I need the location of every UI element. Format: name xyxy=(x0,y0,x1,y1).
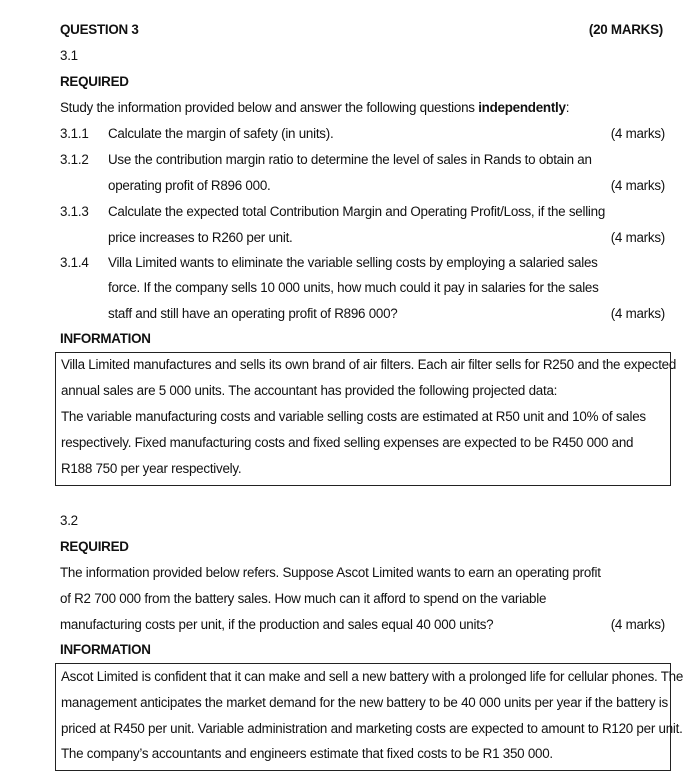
information-line-1: Villa Limited manufactures and sells its own brand of air filters. Each air filter sells for R250 and the expected xyxy=(61,357,677,372)
item-text-3-1-4-line-1: Villa Limited wants to eliminate the variable selling costs by employing a salaried sales xyxy=(108,255,598,270)
instructions xyxy=(60,101,569,114)
information-3-2-line-3: priced at R450 per unit. Variable administration and marketing costs are expected to amount to R120 per unit. xyxy=(61,721,683,736)
instructions-emphasis: independently xyxy=(478,100,566,115)
question-title: QUESTION 3 xyxy=(60,22,139,37)
question-3-2-line-3: manufacturing costs per unit, if the production and sales equal 40 000 units? xyxy=(60,617,494,632)
information-line-4: respectively. Fixed manufacturing costs and fixed selling expenses are expected to be R450 000 and xyxy=(61,435,634,450)
marks-3-2: (4 marks) xyxy=(610,617,665,632)
instructions-text: Study the information provided below and answer the following questions xyxy=(60,100,479,115)
instructions-colon: : xyxy=(565,100,570,115)
item-text-3-1-4-line-2: force. If the company sells 10 000 units, how much could it pay in salaries for the sales xyxy=(108,280,599,295)
item-text-3-1-3-line-2: price increases to R260 per unit. xyxy=(108,230,293,245)
item-marks-3-1-2: (4 marks) xyxy=(610,178,665,193)
information-heading-3-2: INFORMATION xyxy=(60,642,151,657)
item-number-3-1-2: 3.1.2 xyxy=(60,152,89,167)
item-text-3-1-4-line-3: staff and still have an operating profit of R896 000? xyxy=(108,306,398,321)
item-number-3-1-4: 3.1.4 xyxy=(60,255,89,270)
item-number-3-1-3: 3.1.3 xyxy=(60,204,89,219)
section-number: 3.1 xyxy=(60,48,78,63)
item-marks-3-1-3: (4 marks) xyxy=(610,230,665,245)
question-3-2-line-1: The information provided below refers. Suppose Ascot Limited wants to earn an operating profit xyxy=(60,565,601,580)
information-line-3: The variable manufacturing costs and variable selling costs are estimated at R50 unit and 10% of sales xyxy=(61,409,646,424)
information-line-2: annual sales are 5 000 units. The accountant has provided the following projected data: xyxy=(61,383,558,398)
section-number-3-2: 3.2 xyxy=(60,513,78,528)
item-text-3-1-2-line-2: operating profit of R896 000. xyxy=(108,178,271,193)
information-3-2-line-4: The company’s accountants and engineers estimate that fixed costs to be R1 350 000. xyxy=(61,746,553,761)
information-3-2-line-1: Ascot Limited is confident that it can make and sell a new battery with a prolonged life for cellular phones. The xyxy=(61,669,684,684)
required-heading-3-2: REQUIRED xyxy=(60,539,129,554)
item-number-3-1-1: 3.1.1 xyxy=(60,126,89,141)
item-text-3-1-1: Calculate the margin of safety (in units). xyxy=(108,126,334,141)
required-heading: REQUIRED xyxy=(60,74,129,89)
information-3-2-line-2: management anticipates the market demand for the new battery to be 40 000 units per year if the battery is xyxy=(61,695,668,710)
information-heading: INFORMATION xyxy=(60,331,151,346)
total-marks: (20 MARKS) xyxy=(588,22,663,37)
information-line-5: R188 750 per year respectively. xyxy=(61,461,242,476)
question-3-2-line-2: of R2 700 000 from the battery sales. How much can it afford to spend on the variable xyxy=(60,591,547,606)
item-marks-3-1-1: (4 marks) xyxy=(610,126,665,141)
item-text-3-1-2-line-1: Use the contribution margin ratio to determine the level of sales in Rands to obtain an xyxy=(108,152,592,167)
item-text-3-1-3-line-1: Calculate the expected total Contribution Margin and Operating Profit/Loss, if the selling xyxy=(108,204,606,219)
item-marks-3-1-4: (4 marks) xyxy=(610,306,665,321)
